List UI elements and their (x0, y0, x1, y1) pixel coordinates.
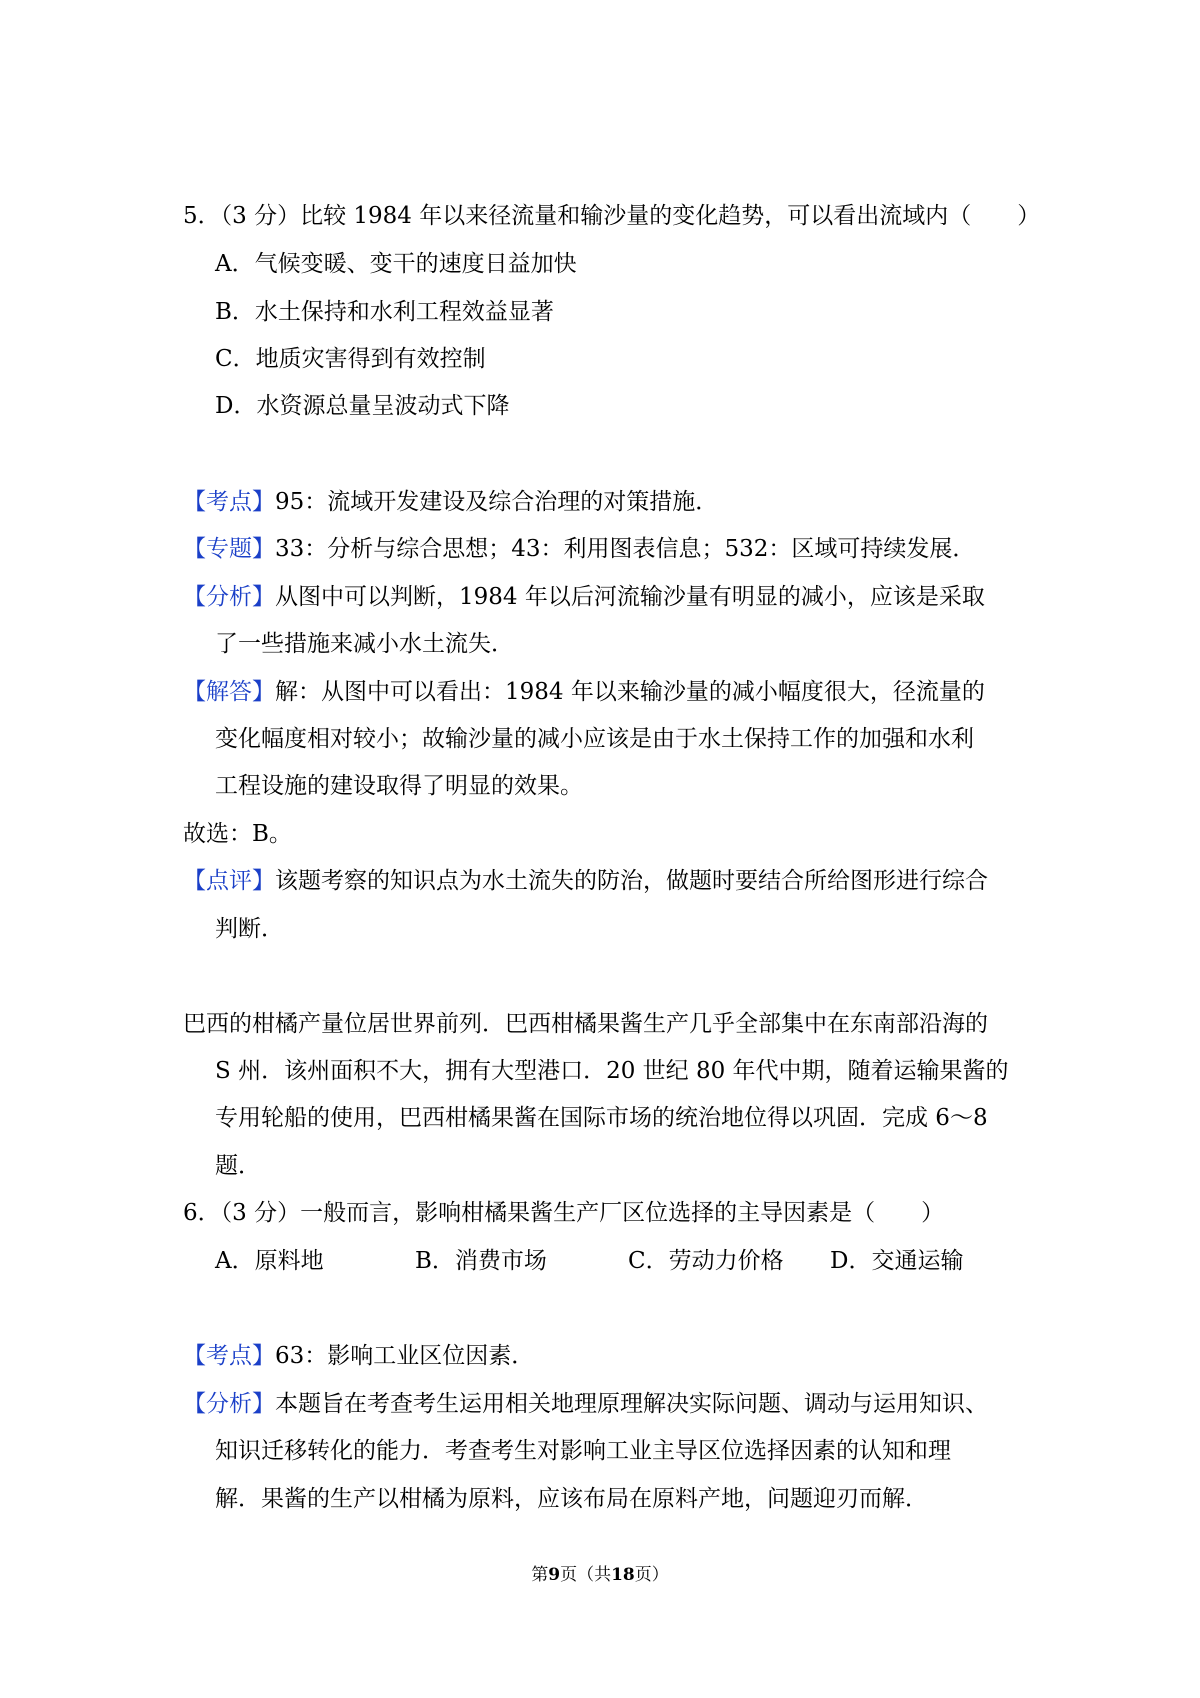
q5-dianping-cont: 判断． (215, 916, 284, 942)
passage-line-2: S 州．该州面积不大，拥有大型港口．20 世纪 80 年代中期，随着运输果酱的 (215, 1058, 1009, 1084)
question-6-option-a: A．原料地 (215, 1248, 324, 1274)
kaodian-tag: 【考点】 (183, 489, 275, 515)
question-5-stem: 5．（3 分）比较 1984 年以来径流量和输沙量的变化趋势，可以看出流域内（ ） (183, 203, 1041, 229)
q6-fenxi-cont-1: 知识迁移转化的能力．考查考生对影响工业主导区位选择因素的认知和理 (215, 1438, 951, 1464)
q5-answer: 故选：B。 (183, 821, 292, 847)
passage-line-1: 巴西的柑橘产量位居世界前列．巴西柑橘果酱生产几乎全部集中在东南部沿海的 (183, 1011, 988, 1037)
q5-dianping: 【点评】该题考察的知识点为水土流失的防治，做题时要结合所给图形进行综合 (183, 868, 988, 894)
jieda-tag: 【解答】 (183, 679, 275, 705)
q5-jieda: 【解答】解：从图中可以看出：1984 年以来输沙量的减小幅度很大，径流量的 (183, 679, 985, 705)
fenxi-tag: 【分析】 (183, 584, 275, 610)
dianping-tag: 【点评】 (183, 868, 275, 894)
q5-jieda-cont-2: 工程设施的建设取得了明显的效果。 (215, 773, 583, 799)
page-total: 18 (611, 1565, 635, 1585)
question-6-stem: 6．（3 分）一般而言，影响柑橘果酱生产厂区位选择的主导因素是（ ） (183, 1200, 945, 1226)
q5-zhuanti: 【专题】33：分析与综合思想；43：利用图表信息；532：区域可持续发展． (183, 536, 976, 562)
page-footer: 第9页（共18页） (531, 1565, 669, 1585)
q5-fenxi: 【分析】从图中可以判断，1984 年以后河流输沙量有明显的减小，应该是采取 (183, 584, 985, 610)
passage-line-4: 题． (215, 1153, 261, 1179)
q5-fenxi-cont: 了一些措施来减小水土流失． (215, 631, 514, 657)
question-6-option-b: B．消费市场 (415, 1248, 547, 1274)
question-5-option-c: C．地质灾害得到有效控制 (215, 346, 486, 372)
zhuanti-tag: 【专题】 (183, 536, 275, 562)
passage-line-3: 专用轮船的使用，巴西柑橘果酱在国际市场的统治地位得以巩固．完成 6～8 (215, 1105, 988, 1131)
q6-fenxi: 【分析】本题旨在考查考生运用相关地理原理解决实际问题、调动与运用知识、 (183, 1391, 988, 1417)
q6-fenxi-cont-2: 解．果酱的生产以柑橘为原料，应该布局在原料产地，问题迎刃而解． (215, 1486, 928, 1512)
q6-kaodian: 【考点】63：影响工业区位因素． (183, 1343, 535, 1369)
q5-kaodian: 【考点】95：流域开发建设及综合治理的对策措施． (183, 489, 719, 515)
question-6-option-d: D．交通运输 (830, 1248, 964, 1274)
fenxi-tag: 【分析】 (183, 1391, 275, 1417)
question-5-option-a: A．气候变暖、变干的速度日益加快 (215, 251, 577, 277)
page-number: 9 (548, 1565, 561, 1585)
question-6-option-c: C．劳动力价格 (628, 1248, 784, 1274)
question-5-option-d: D．水资源总量呈波动式下降 (215, 393, 510, 419)
kaodian-tag: 【考点】 (183, 1343, 275, 1369)
question-5-option-b: B．水土保持和水利工程效益显著 (215, 299, 554, 325)
q5-jieda-cont-1: 变化幅度相对较小；故输沙量的减小应该是由于水土保持工作的加强和水利 (215, 726, 974, 752)
